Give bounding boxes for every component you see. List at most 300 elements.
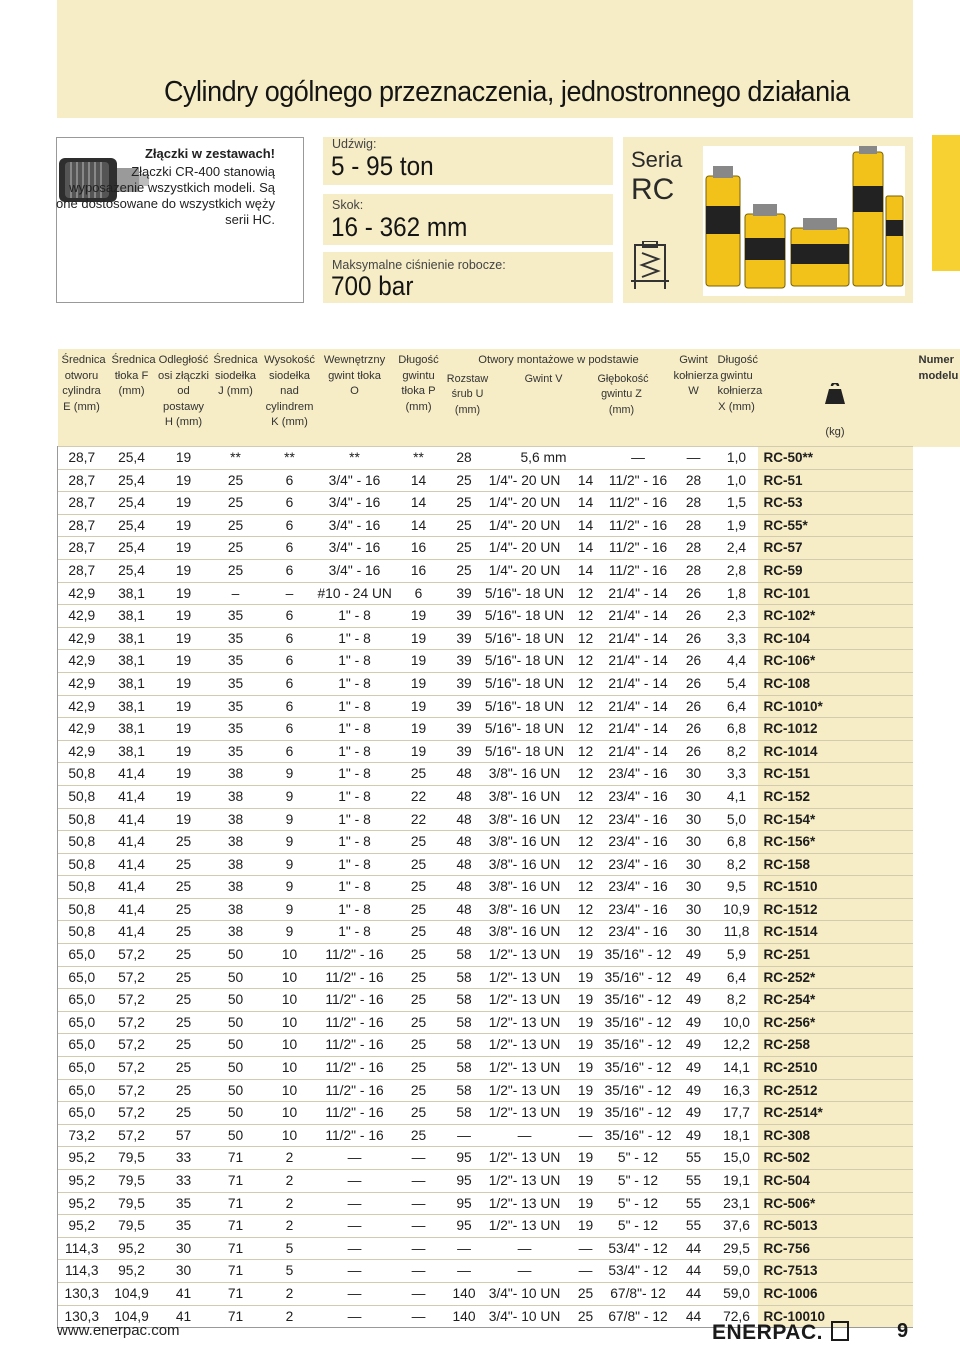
table-cell: 1/2"- 13 UN: [483, 1192, 567, 1215]
table-cell: 19: [158, 785, 210, 808]
table-cell: 22: [392, 808, 446, 831]
capacity-label: Udźwig:: [332, 137, 376, 151]
table-cell: 29,5: [716, 1237, 758, 1260]
table-cell: 5,9: [716, 944, 758, 967]
col-H-header: Odległość osi złączki od postawy H (mm): [158, 349, 210, 447]
table-cell: 16,3: [716, 1079, 758, 1102]
table-cell: 25: [158, 1079, 210, 1102]
table-row: [58, 1237, 960, 1260]
table-cell: 5" - 12: [605, 1192, 672, 1215]
table-cell: 57,2: [106, 1034, 158, 1057]
table-cell: 3/4" - 16: [318, 537, 392, 560]
table-cell: 140: [446, 1282, 483, 1305]
table-cell: 35/16" - 12: [605, 1057, 672, 1080]
table-cell: 38: [210, 808, 262, 831]
table-cell: 11,8: [716, 921, 758, 944]
table-cell: 19: [158, 695, 210, 718]
table-cell: 5/16"- 18 UN: [483, 695, 567, 718]
table-row: [58, 898, 960, 921]
table-cell: 25: [158, 831, 210, 854]
table-row: [58, 1057, 960, 1080]
model-number-cell: RC-2514*: [758, 1102, 913, 1125]
table-cell: 65,0: [58, 966, 106, 989]
model-number-cell: RC-308: [758, 1124, 913, 1147]
table-cell: 26: [672, 695, 716, 718]
table-cell: 11/2" - 16: [605, 559, 672, 582]
table-cell: 6: [262, 650, 318, 673]
table-cell: 50: [210, 1011, 262, 1034]
table-cell: 19: [567, 1215, 605, 1238]
table-cell: 33: [158, 1147, 210, 1170]
table-cell: 114,3: [58, 1237, 106, 1260]
table-cell: 19: [158, 605, 210, 628]
table-cell: 1" - 8: [318, 672, 392, 695]
table-cell: 57,2: [106, 1124, 158, 1147]
table-cell: 50,8: [58, 808, 106, 831]
table-cell: 10: [262, 989, 318, 1012]
table-cell: 65,0: [58, 1079, 106, 1102]
table-cell: 12: [567, 853, 605, 876]
table-cell: 37,6: [716, 1215, 758, 1238]
table-cell: 65,0: [58, 1057, 106, 1080]
table-cell: 95,2: [58, 1147, 106, 1170]
model-number-cell: RC-50**: [758, 447, 913, 470]
table-cell: 25: [392, 1079, 446, 1102]
table-cell: 22: [392, 785, 446, 808]
table-cell: 50,8: [58, 898, 106, 921]
table-cell: 95,2: [58, 1192, 106, 1215]
table-cell: 11/2" - 16: [318, 1124, 392, 1147]
table-cell: 38: [210, 898, 262, 921]
table-cell: 12: [567, 831, 605, 854]
table-cell: 23/4" - 16: [605, 808, 672, 831]
table-cell: 95,2: [106, 1237, 158, 1260]
table-cell: 3/8"- 16 UN: [483, 785, 567, 808]
table-cell: 39: [446, 627, 483, 650]
table-cell: 6: [262, 627, 318, 650]
pressure-box: [323, 252, 613, 303]
table-cell: 21/4" - 14: [605, 718, 672, 741]
table-cell: 25,4: [106, 469, 158, 492]
table-cell: 26: [672, 582, 716, 605]
table-cell: 5" - 12: [605, 1147, 672, 1170]
table-cell: —: [318, 1170, 392, 1193]
table-cell: 1,0: [716, 469, 758, 492]
table-cell: —: [318, 1282, 392, 1305]
table-cell: 1/2"- 13 UN: [483, 989, 567, 1012]
series-name: RC: [631, 173, 674, 207]
model-number-cell: RC-108: [758, 672, 913, 695]
table-cell: 25: [392, 1057, 446, 1080]
table-cell: 25: [158, 898, 210, 921]
table-cell: –: [262, 582, 318, 605]
table-cell: 57,2: [106, 1011, 158, 1034]
table-cell: 79,5: [106, 1147, 158, 1170]
model-number-cell: RC-2510: [758, 1057, 913, 1080]
table-cell: 1/2"- 13 UN: [483, 944, 567, 967]
table-cell: 1/2"- 13 UN: [483, 1011, 567, 1034]
table-cell: 25: [567, 1282, 605, 1305]
table-cell: 19: [158, 740, 210, 763]
table-cell: 30: [158, 1260, 210, 1283]
table-cell: 6: [262, 605, 318, 628]
table-cell: 25: [392, 898, 446, 921]
table-row: [58, 1192, 960, 1215]
table-cell: 57,2: [106, 1079, 158, 1102]
table-row: [58, 831, 960, 854]
table-cell: 1" - 8: [318, 627, 392, 650]
table-cell: 55: [672, 1170, 716, 1193]
table-cell: 23/4" - 16: [605, 831, 672, 854]
table-cell: 19,1: [716, 1170, 758, 1193]
table-cell: 6: [262, 492, 318, 515]
table-cell: 10: [262, 1124, 318, 1147]
table-cell: 19: [392, 695, 446, 718]
table-cell: 25: [392, 966, 446, 989]
table-cell: —: [446, 1260, 483, 1283]
title-banner: [57, 0, 913, 118]
table-cell: 35: [210, 718, 262, 741]
model-number-cell: RC-1514: [758, 921, 913, 944]
table-cell: 71: [210, 1192, 262, 1215]
table-cell: 50,8: [58, 921, 106, 944]
table-cell: 12: [567, 627, 605, 650]
table-cell: 42,9: [58, 718, 106, 741]
table-cell: 25: [210, 537, 262, 560]
table-cell: 1" - 8: [318, 785, 392, 808]
table-row: [58, 966, 960, 989]
table-cell: 23/4" - 16: [605, 785, 672, 808]
table-cell: 25,4: [106, 537, 158, 560]
table-cell: 71: [210, 1237, 262, 1260]
table-cell: 1/4"- 20 UN: [483, 514, 567, 537]
table-cell: 21/4" - 14: [605, 627, 672, 650]
table-cell: 38,1: [106, 627, 158, 650]
series-label: Seria: [631, 147, 682, 173]
table-cell: 28: [672, 514, 716, 537]
table-cell: 10,0: [716, 1011, 758, 1034]
table-cell: 49: [672, 1011, 716, 1034]
table-cell: 10: [262, 966, 318, 989]
table-cell: 17,7: [716, 1102, 758, 1125]
table-cell: 44: [672, 1282, 716, 1305]
table-cell: 6,4: [716, 695, 758, 718]
table-row: [58, 695, 960, 718]
model-number-cell: RC-101: [758, 582, 913, 605]
footer-url[interactable]: www.enerpac.com: [57, 1322, 180, 1339]
table-cell: 28: [672, 559, 716, 582]
table-cell: #10 - 24 UN: [318, 582, 392, 605]
table-cell: 26: [672, 718, 716, 741]
table-cell: 16: [392, 559, 446, 582]
table-cell: 95,2: [58, 1170, 106, 1193]
table-cell: 72,6: [716, 1305, 758, 1328]
table-cell: 57,2: [106, 1102, 158, 1125]
table-cell: 42,9: [58, 740, 106, 763]
table-cell: 18,1: [716, 1124, 758, 1147]
table-cell: 95: [446, 1215, 483, 1238]
table-cell: 5/16"- 18 UN: [483, 582, 567, 605]
table-cell: 26: [672, 605, 716, 628]
table-cell: 5,4: [716, 672, 758, 695]
table-cell: 25,4: [106, 447, 158, 470]
table-cell: —: [318, 1260, 392, 1283]
table-cell: 50,8: [58, 853, 106, 876]
table-cell: 3/4"- 10 UN: [483, 1282, 567, 1305]
table-cell: 38: [210, 763, 262, 786]
table-cell: 1,9: [716, 514, 758, 537]
table-cell: 41: [158, 1305, 210, 1328]
table-cell: 5/16"- 18 UN: [483, 740, 567, 763]
page-number: 9: [897, 1320, 908, 1343]
table-cell: 6: [262, 537, 318, 560]
table-cell: 1/2"- 13 UN: [483, 1170, 567, 1193]
table-cell: 6: [262, 718, 318, 741]
table-row: [58, 1215, 960, 1238]
table-cell: 71: [210, 1170, 262, 1193]
table-cell: 3/8"- 16 UN: [483, 921, 567, 944]
model-number-cell: RC-1512: [758, 898, 913, 921]
table-cell: 12: [567, 582, 605, 605]
pressure-value: 700 bar: [331, 271, 413, 302]
table-cell: 12: [567, 672, 605, 695]
table-cell: 25: [392, 1102, 446, 1125]
table-cell: 42,9: [58, 650, 106, 673]
table-cell: 25: [392, 989, 446, 1012]
table-cell: 11/2" - 16: [318, 1034, 392, 1057]
table-cell: —: [392, 1170, 446, 1193]
table-cell: 48: [446, 876, 483, 899]
mounting-holes-header: [446, 349, 672, 447]
table-cell: 25: [210, 469, 262, 492]
note-body: Złączki CR-400 stanowią wyposażenie wszystkich modeli. Są one dostosowane do wszystkich węży serii HC.: [55, 164, 275, 228]
table-cell: 1/2"- 13 UN: [483, 1215, 567, 1238]
table-cell: 39: [446, 740, 483, 763]
table-cell: 9: [262, 831, 318, 854]
table-cell: 3/4" - 16: [318, 514, 392, 537]
table-cell: —: [567, 1260, 605, 1283]
table-cell: —: [483, 1237, 567, 1260]
table-cell: 3,3: [716, 763, 758, 786]
table-cell: 95: [446, 1192, 483, 1215]
table-cell: –: [210, 582, 262, 605]
table-cell: 26: [672, 650, 716, 673]
table-cell: 1" - 8: [318, 718, 392, 741]
table-cell: 12: [567, 718, 605, 741]
table-cell: 1" - 8: [318, 853, 392, 876]
table-cell: 42,9: [58, 605, 106, 628]
table-cell: 28,7: [58, 537, 106, 560]
table-cell: 50: [210, 1102, 262, 1125]
table-cell: 19: [158, 650, 210, 673]
table-cell: 21/4" - 14: [605, 672, 672, 695]
table-cell: —: [392, 1147, 446, 1170]
table-cell: 26: [672, 740, 716, 763]
table-cell: 25: [446, 469, 483, 492]
table-cell: 12: [567, 740, 605, 763]
table-cell: 25: [392, 876, 446, 899]
table-cell: 19: [392, 740, 446, 763]
table-cell: 19: [158, 672, 210, 695]
table-cell: 3/8"- 16 UN: [483, 763, 567, 786]
table-cell: 2,4: [716, 537, 758, 560]
table-cell: 9: [262, 853, 318, 876]
table-cell: 9: [262, 898, 318, 921]
table-cell: 35: [210, 695, 262, 718]
table-cell: 57,2: [106, 989, 158, 1012]
table-cell: 19: [158, 492, 210, 515]
table-cell: 38: [210, 853, 262, 876]
table-cell: 19: [158, 808, 210, 831]
table-cell: 3/8"- 16 UN: [483, 853, 567, 876]
table-cell: 3/4"- 10 UN: [483, 1305, 567, 1328]
pressure-label: Maksymalne ciśnienie robocze:: [332, 258, 506, 272]
table-cell: 38,1: [106, 718, 158, 741]
table-cell: —: [318, 1147, 392, 1170]
table-cell: 58: [446, 1034, 483, 1057]
table-cell: 10: [262, 1034, 318, 1057]
table-cell: 58: [446, 1102, 483, 1125]
table-cell: 21/4" - 14: [605, 740, 672, 763]
model-number-cell: RC-53: [758, 492, 913, 515]
model-number-cell: RC-252*: [758, 966, 913, 989]
capacity-value: 5 - 95 ton: [331, 151, 434, 182]
table-row: [58, 718, 960, 741]
table-cell: 3/4" - 16: [318, 559, 392, 582]
table-cell: 19: [567, 1011, 605, 1034]
table-row: [58, 763, 960, 786]
table-cell: 38,1: [106, 740, 158, 763]
table-cell: 104,9: [106, 1305, 158, 1328]
table-row: [58, 944, 960, 967]
table-cell: 35/16" - 12: [605, 966, 672, 989]
table-cell: 25: [567, 1305, 605, 1328]
table-cell: 1,5: [716, 492, 758, 515]
table-cell: 41,4: [106, 876, 158, 899]
table-cell: 65,0: [58, 1034, 106, 1057]
table-cell: 14: [392, 514, 446, 537]
stroke-label: Skok:: [332, 198, 363, 212]
table-row: [58, 1034, 960, 1057]
model-number-cell: RC-506*: [758, 1192, 913, 1215]
col-K-header: Wysokość siodełka nad cylindrem K (mm): [262, 349, 318, 447]
table-cell: 19: [567, 966, 605, 989]
table-cell: 12: [567, 876, 605, 899]
table-cell: 5,6 mm: [483, 447, 605, 470]
table-row: [58, 514, 960, 537]
table-cell: 12: [567, 785, 605, 808]
table-cell: 9: [262, 785, 318, 808]
table-cell: 50: [210, 1057, 262, 1080]
table-cell: 11/2" - 16: [318, 1079, 392, 1102]
table-cell: 1/4"- 20 UN: [483, 559, 567, 582]
table-cell: 38,1: [106, 672, 158, 695]
table-cell: 42,9: [58, 582, 106, 605]
table-cell: 23/4" - 16: [605, 876, 672, 899]
table-cell: 35/16" - 12: [605, 1102, 672, 1125]
table-row: [58, 537, 960, 560]
table-cell: 23,1: [716, 1192, 758, 1215]
table-cell: 2,8: [716, 559, 758, 582]
table-cell: 95,2: [106, 1260, 158, 1283]
table-cell: 49: [672, 1034, 716, 1057]
table-cell: 9: [262, 808, 318, 831]
model-number-cell: RC-258: [758, 1034, 913, 1057]
col-weight-header: [758, 349, 913, 447]
table-row: [58, 989, 960, 1012]
table-cell: 25: [392, 944, 446, 967]
table-cell: 10: [262, 1011, 318, 1034]
table-cell: 48: [446, 831, 483, 854]
table-cell: 57,2: [106, 1057, 158, 1080]
table-cell: 2: [262, 1192, 318, 1215]
table-cell: 71: [210, 1305, 262, 1328]
single-acting-cylinder-icon: [631, 241, 669, 291]
model-number-cell: RC-2512: [758, 1079, 913, 1102]
table-cell: 38: [210, 831, 262, 854]
table-row: [58, 1079, 960, 1102]
table-cell: 42,9: [58, 627, 106, 650]
table-cell: 30: [672, 853, 716, 876]
table-cell: 4,4: [716, 650, 758, 673]
model-number-cell: RC-156*: [758, 831, 913, 854]
table-cell: 49: [672, 966, 716, 989]
table-cell: 55: [672, 1215, 716, 1238]
table-cell: 9,5: [716, 876, 758, 899]
table-row: [58, 447, 960, 470]
table-cell: 48: [446, 898, 483, 921]
table-cell: 14: [567, 559, 605, 582]
col-Z-header: Głębokość gwintu Z (mm): [598, 372, 646, 419]
table-cell: 58: [446, 1057, 483, 1080]
table-cell: 12: [567, 605, 605, 628]
table-cell: 12: [567, 921, 605, 944]
table-cell: —: [392, 1237, 446, 1260]
table-cell: 1/2"- 13 UN: [483, 1079, 567, 1102]
table-cell: 25,4: [106, 514, 158, 537]
table-cell: 25: [392, 921, 446, 944]
table-cell: 9: [262, 876, 318, 899]
table-cell: 25: [210, 514, 262, 537]
table-cell: 19: [567, 1057, 605, 1080]
table-cell: 10: [262, 1079, 318, 1102]
table-cell: 4,1: [716, 785, 758, 808]
table-cell: 35: [210, 650, 262, 673]
specifications-table: [57, 349, 960, 1328]
table-cell: 48: [446, 853, 483, 876]
table-cell: 28: [446, 447, 483, 470]
table-cell: 5/16"- 18 UN: [483, 672, 567, 695]
table-cell: 2,3: [716, 605, 758, 628]
table-cell: 26: [672, 672, 716, 695]
table-row: [58, 1147, 960, 1170]
table-cell: 25: [210, 559, 262, 582]
col-E-header: Średnica otworu cylindra E (mm): [58, 349, 106, 447]
table-row: [58, 582, 960, 605]
table-cell: 23/4" - 16: [605, 921, 672, 944]
table-cell: 58: [446, 989, 483, 1012]
table-cell: 5/16"- 18 UN: [483, 718, 567, 741]
table-cell: 8,2: [716, 740, 758, 763]
table-cell: 2: [262, 1170, 318, 1193]
table-cell: 55: [672, 1192, 716, 1215]
model-number-cell: RC-151: [758, 763, 913, 786]
table-cell: 50: [210, 1034, 262, 1057]
table-cell: 3/4" - 16: [318, 492, 392, 515]
col-P-header: Długość gwintu tłoka P (mm): [392, 349, 446, 447]
table-row: [58, 559, 960, 582]
table-cell: 21/4" - 14: [605, 650, 672, 673]
